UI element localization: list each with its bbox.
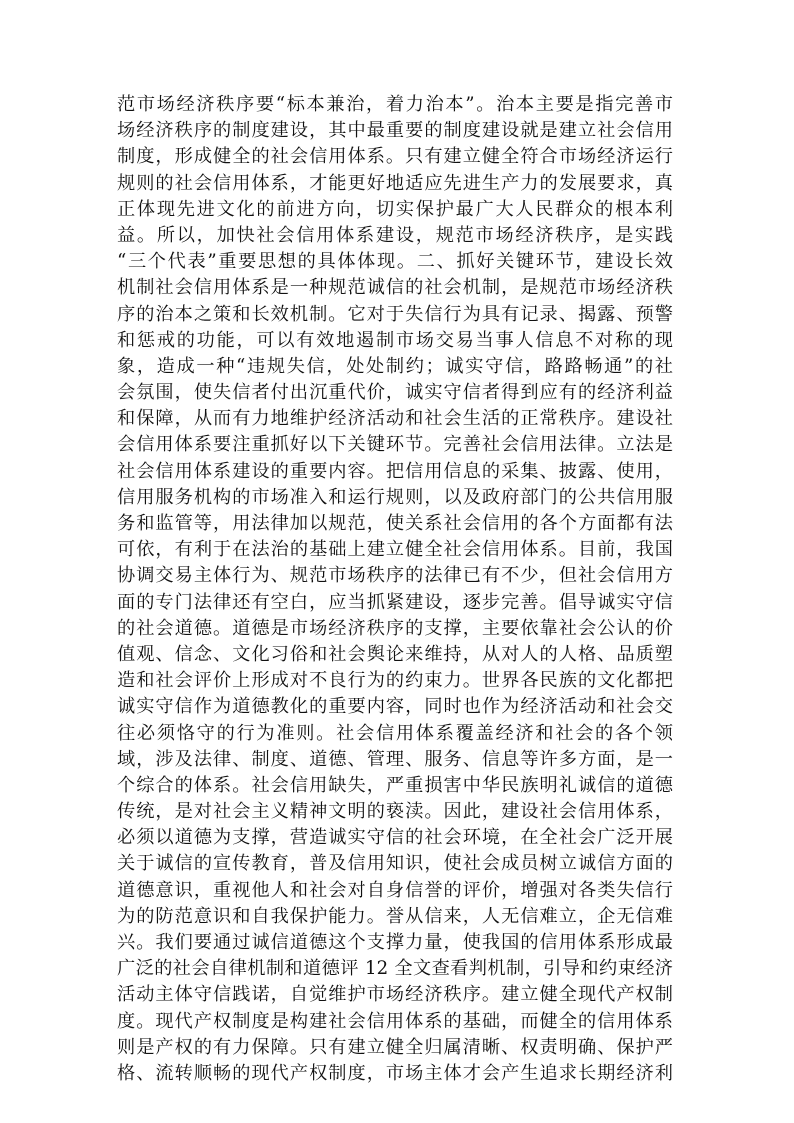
text-line: 活动主体守信践诺，自觉维护市场经济秩序。建立健全现代产权制 [117,984,673,1006]
text-line: 序的治本之策和长效机制。它对于失信行为具有记录、揭露、预警 [117,303,673,325]
body-text [117,92,673,1087]
text-line: 为的防范意识和自我保护能力。誉从信来，人无信难立，企无信难 [117,905,673,927]
text-line: 造和社会评价上形成对不良行为的约束力。世界各民族的文化都把 [117,670,673,692]
text-line: 会信用体系要注重抓好以下关键环节。完善社会信用法律。立法是 [117,434,673,456]
text-line: 和惩戒的功能，可以有效地遏制市场交易当事人信息不对称的现 [117,329,673,351]
text-line: 制度，形成健全的社会信用体系。只有建立健全符合市场经济运行 [117,146,673,168]
text-line: 则是产权的有力保障。只有建立健全归属清晰、权责明确、保护严 [117,1036,673,1058]
text-line: 兴。我们要通过诚信道德这个支撑力量，使我国的信用体系形成最 [117,932,673,953]
text-line: 和保障，从而有力地维护经济活动和社会生活的正常秩序。建设社 [117,408,673,430]
text-line: 道德意识，重视他人和社会对自身信誉的评价，增强对各类失信行 [117,879,673,901]
text-line: 会氛围，使失信者付出沉重代价，诚实守信者得到应有的经济利益 [117,382,673,404]
text-line: 机制社会信用体系是一种规范诚信的社会机制，是规范市场经济秩 [117,277,673,299]
text-line: 象，造成一种“违规失信，处处制约；诚实守信，路路畅通”的社 [117,355,673,377]
text-line: 场经济秩序的制度建设，其中最重要的制度建设就是建立社会信用 [117,120,673,142]
text-line: 面的专门法律还有空白，应当抓紧建设，逐步完善。倡导诚实守信 [117,591,673,613]
text-line: 范市场经济秩序要“标本兼治，着力治本”。治本主要是指完善市 [117,94,673,115]
text-line: 广泛的社会自律机制和道德评 12 全文查看判机制，引导和约束经济 [117,958,673,980]
text-line: 诚实守信作为道德教化的重要内容，同时也作为经济活动和社会交 [117,696,673,718]
text-line: 必须以道德为支撑，营造诚实守信的社会环境，在全社会广泛开展 [117,827,673,849]
text-line: 益。所以，加快社会信用体系建设，规范市场经济秩序，是实践 [117,224,673,246]
text-line: 值观、信念、文化习俗和社会舆论来维持，从对人的人格、品质塑 [117,643,673,665]
text-line: 格、流转顺畅的现代产权制度，市场主体才会产生追求长期经济利 [117,1062,673,1084]
text-line: 可依，有利于在法治的基础上建立健全社会信用体系。目前，我国 [117,539,673,561]
text-line: 规则的社会信用体系，才能更好地适应先进生产力的发展要求，真 [117,172,673,194]
text-line: 个综合的体系。社会信用缺失，严重损害中华民族明礼诚信的道德 [117,774,673,796]
text-line: 往必须恪守的行为准则。社会信用体系覆盖经济和社会的各个领 [117,722,673,744]
text-line: 正体现先进文化的前进方向，切实保护最广大人民群众的根本利 [117,198,673,220]
text-line: 社会信用体系建设的重要内容。把信用信息的采集、披露、使用， [117,460,673,482]
text-line: 度。现代产权制度是构建社会信用体系的基础，而健全的信用体系 [117,1010,673,1032]
text-line: 务和监管等，用法律加以规范，使关系社会信用的各个方面都有法 [117,513,673,534]
text-line: 信用服务机构的市场准入和运行规则，以及政府部门的公共信用服 [117,486,673,508]
text-line: “三个代表”重要思想的具体体现。二、抓好关键环节，建设长效 [117,251,673,273]
text-line: 域，涉及法律、制度、道德、管理、服务、信息等许多方面，是一 [117,748,673,770]
text-line: 协调交易主体行为、规范市场秩序的法律已有不少，但社会信用方 [117,565,673,587]
text-line: 关于诚信的宣传教育，普及信用知识，使社会成员树立诚信方面的 [117,853,673,875]
text-line: 的社会道德。道德是市场经济秩序的支撑，主要依靠社会公认的价 [117,617,673,639]
text-line: 传统，是对社会主义精神文明的亵渎。因此，建设社会信用体系， [117,801,673,823]
